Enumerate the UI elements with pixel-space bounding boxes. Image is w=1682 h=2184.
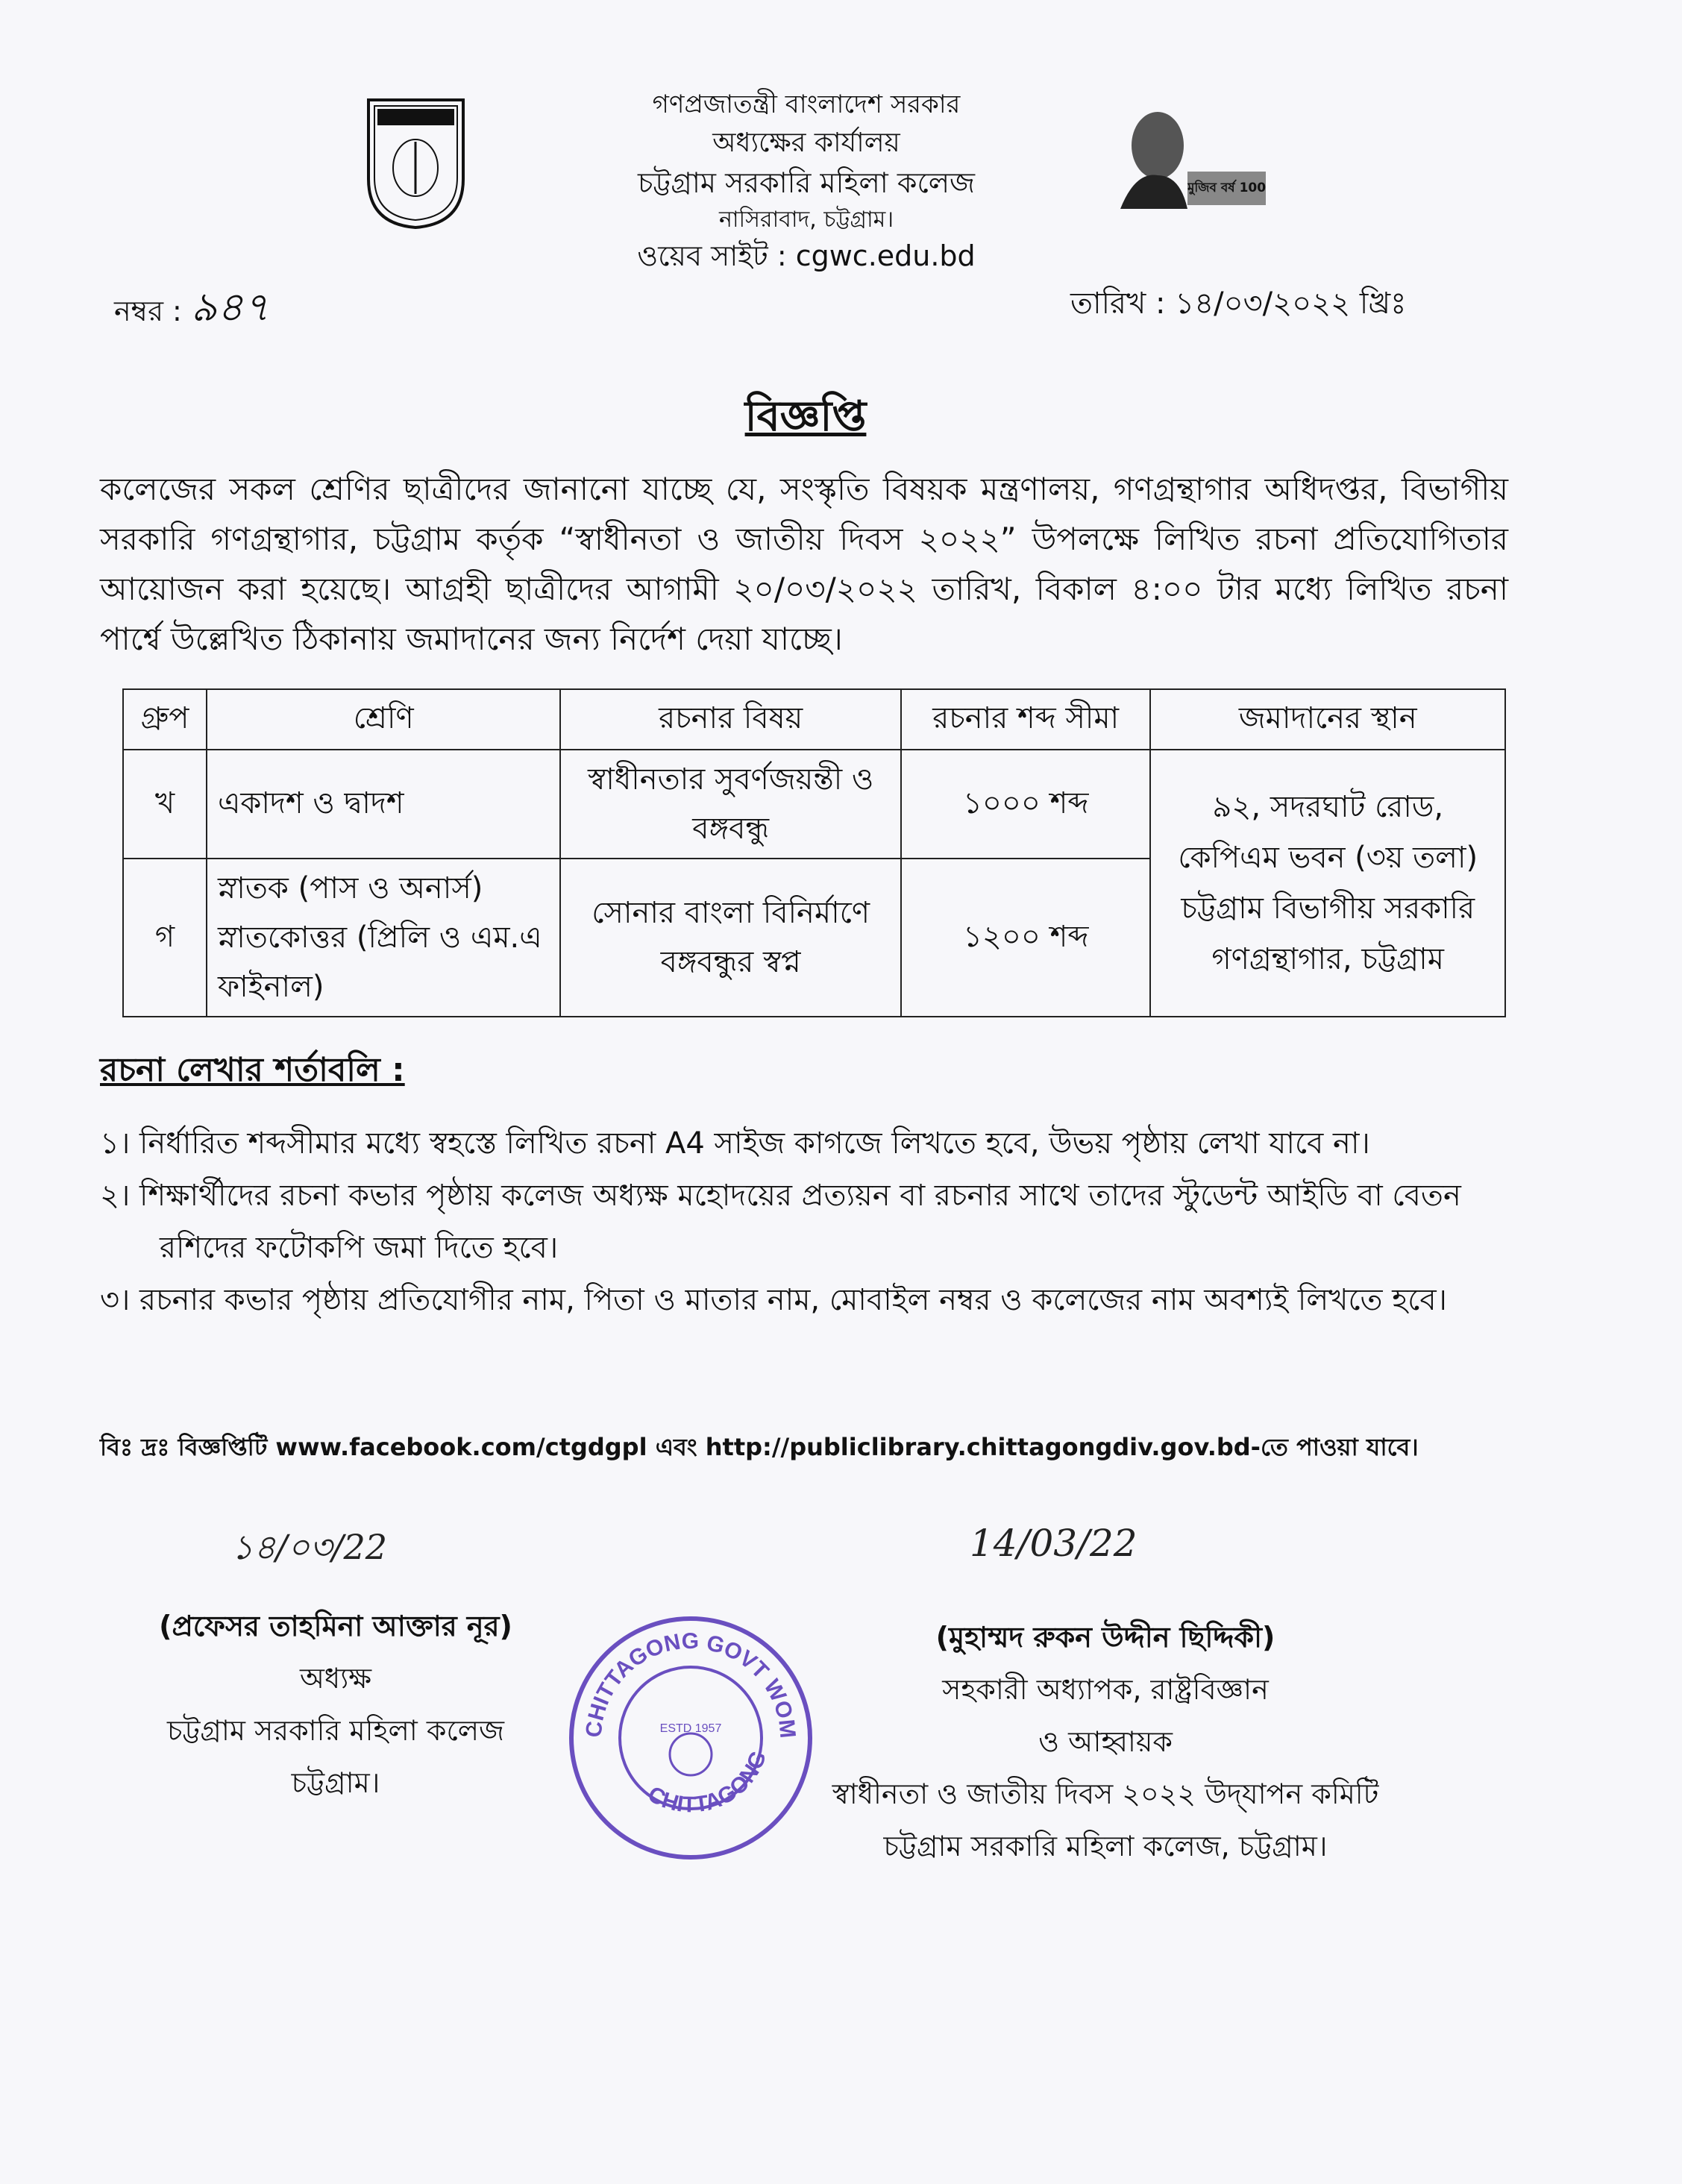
condition-item: ২। শিক্ষার্থীদের রচনা কভার পৃষ্ঠায় কলেজ অধ্যক্ষ মহোদয়ের প্রত্যয়ন বা রচনার সাথে তাদের স্টুডেন্ট আইডি বা বেতন রশিদের ফটোকপি জমা দিতে হবে। xyxy=(100,1179,1461,1265)
col-header-topic: রচনার বিষয় xyxy=(560,689,900,750)
college-logo xyxy=(365,97,466,230)
right-signatory-role: ও আহ্বায়ক xyxy=(1038,1725,1173,1758)
condition-item: ১। নির্ধারিত শব্দসীমার মধ্যে স্বহস্তে লিখিত রচনা A4 সাইজ কাগজে লিখতে হবে, উভয় পৃষ্ঠায় লেখা যাবে না। xyxy=(100,1126,1370,1161)
svg-text:CHITTAGONG GOVT WOMEN'S COLLEG xyxy=(565,1613,800,1739)
cell-group: খ xyxy=(123,750,207,859)
left-signatory-place: চট্টগ্রাম। xyxy=(291,1766,380,1799)
left-signatory-block xyxy=(112,1600,559,1809)
col-header-class: শ্রেণি xyxy=(207,689,560,750)
issue-date xyxy=(1070,280,1406,330)
svg-text:CHITTAGONG xyxy=(644,1748,771,1818)
col-header-group: গ্রুপ xyxy=(123,689,207,750)
cell-topic: সোনার বাংলা বিনির্মাণে বঙ্গবন্ধুর স্বপ্ন xyxy=(560,859,900,1017)
col-header-limit: রচনার শব্দ সীমা xyxy=(901,689,1151,750)
right-signature xyxy=(970,1522,1137,1565)
date-label: তারিখ : xyxy=(1070,286,1166,321)
right-signature-date: 14/03/22 xyxy=(970,1522,1137,1565)
notice-title: বিজ্ঞপ্তি xyxy=(744,392,867,441)
conditions-heading: রচনা লেখার শর্তাবলি : xyxy=(100,1051,405,1089)
table-header-row xyxy=(123,689,1505,750)
left-signature xyxy=(231,1522,387,1578)
reference-value: ৯৪৭ xyxy=(190,283,270,330)
condition-item: ৩। রচনার কভার পৃষ্ঠায় প্রতিযোগীর নাম, পিতা ও মাতার নাম, মোবাইল নম্বর ও কলেজের নাম অবশ্যই লিখতে হবে। xyxy=(100,1283,1447,1317)
cell-limit: ১০০০ শব্দ xyxy=(901,750,1151,859)
notice-body: কলেজের সকল শ্রেণির ছাত্রীদের জানানো যাচ্ছে যে, সংস্কৃতি বিষয়ক মন্ত্রণালয়, গণগ্রন্থাগার অধিদপ্তর, বিভাগীয় সরকারি গণগ্রন্থাগার, চট্টগ্রাম কর্তৃক “স্বাধীনতা ও জাতীয় দিবস ২০২২” উপলক্ষে লিখিত রচনা প্রতিযোগিতার আয়োজন করা হয়েছে। আগ্রহী ছাত্রীদের আগামী ২০/০৩/২০২২ তারিখ, বিকাল ৪:০০ টার মধ্যে লিখিত রচনা পার্শ্বে উল্লেখিত ঠিকানায় জমাদানের জন্য নির্দেশ দেয়া যাচ্ছে। xyxy=(100,471,1508,657)
mujib-logo-text: মুজিব বর্ষ 100 xyxy=(1187,180,1266,195)
cell-topic: স্বাধীনতার সুবর্ণজয়ন্তী ও বঙ্গবন্ধু xyxy=(560,750,900,859)
govt-name: গণপ্রজাতন্ত্রী বাংলাদেশ সরকার xyxy=(652,90,961,119)
stamp-text-top: CHITTAGONG GOVT WOM xyxy=(581,1628,800,1739)
cell-limit: ১২০০ শব্দ xyxy=(901,859,1151,1017)
college-address: নাসিরাবাদ, চট্টগ্রাম। xyxy=(718,207,894,233)
stamp-estd: ESTD 1957 xyxy=(659,1722,722,1735)
left-signatory-title: অধ্যক্ষ xyxy=(299,1662,371,1695)
cell-venue: ৯২, সদরঘাট রোড, কেপিএম ভবন (৩য় তলা) চট্টগ্রাম বিভাগীয় সরকারি গণগ্রন্থাগার, চট্টগ্রাম xyxy=(1150,750,1505,1017)
date-value: ১৪/০৩/২০২২ খ্রিঃ xyxy=(1175,286,1407,321)
left-signatory-org: চট্টগ্রাম সরকারি মহিলা কলেজ xyxy=(166,1714,505,1747)
college-name: চট্টগ্রাম সরকারি মহিলা কলেজ xyxy=(637,166,976,199)
cell-class: একাদশ ও দ্বাদশ xyxy=(207,750,560,859)
competition-table xyxy=(122,688,1506,1017)
cell-class: স্নাতক (পাস ও অনার্স) স্নাতকোত্তর (প্রিলি ও এম.এ ফাইনাল) xyxy=(207,859,560,1017)
college-website: ওয়েব সাইট : cgwc.edu.bd xyxy=(637,239,976,272)
mujib-borsho-logo xyxy=(1105,104,1273,209)
right-signatory-title: সহকারী অধ্যাপক, রাষ্ট্রবিজ্ঞান xyxy=(942,1673,1269,1706)
reference-label: নম্বর : xyxy=(114,295,182,327)
footnote: বিঃ দ্রঃ বিজ্ঞপ্তিটি www.facebook.com/ctgdgpl এবং http://publiclibrary.chittagongdiv.gov.bd-তে পাওয়া যাবে। xyxy=(100,1433,1419,1461)
right-signatory-block xyxy=(770,1611,1441,1872)
left-signatory-name: (প্রফেসর তাহমিনা আক্তার নূর) xyxy=(159,1610,512,1642)
col-header-venue: জমাদানের স্থান xyxy=(1150,689,1505,750)
office-name: অধ্যক্ষের কার্যালয় xyxy=(712,128,900,158)
right-signatory-committee: স্বাধীনতা ও জাতীয় দিবস ২০২২ উদ্‌যাপন কমিটি xyxy=(832,1777,1379,1810)
left-signature-date: ১৪/০৩/22 xyxy=(231,1527,388,1567)
stamp-text-bottom: CHITTAGONG xyxy=(643,1747,772,1818)
conditions-section xyxy=(100,1044,1517,1326)
cell-group: গ xyxy=(123,859,207,1017)
table-row xyxy=(123,750,1505,859)
right-signatory-org: চট্টগ্রাম সরকারি মহিলা কলেজ, চট্টগ্রাম। xyxy=(883,1830,1328,1863)
reference-number xyxy=(114,276,269,343)
right-signatory-name: (মুহাম্মদ রুকন উদ্দীন ছিদ্দিকী) xyxy=(935,1621,1275,1654)
